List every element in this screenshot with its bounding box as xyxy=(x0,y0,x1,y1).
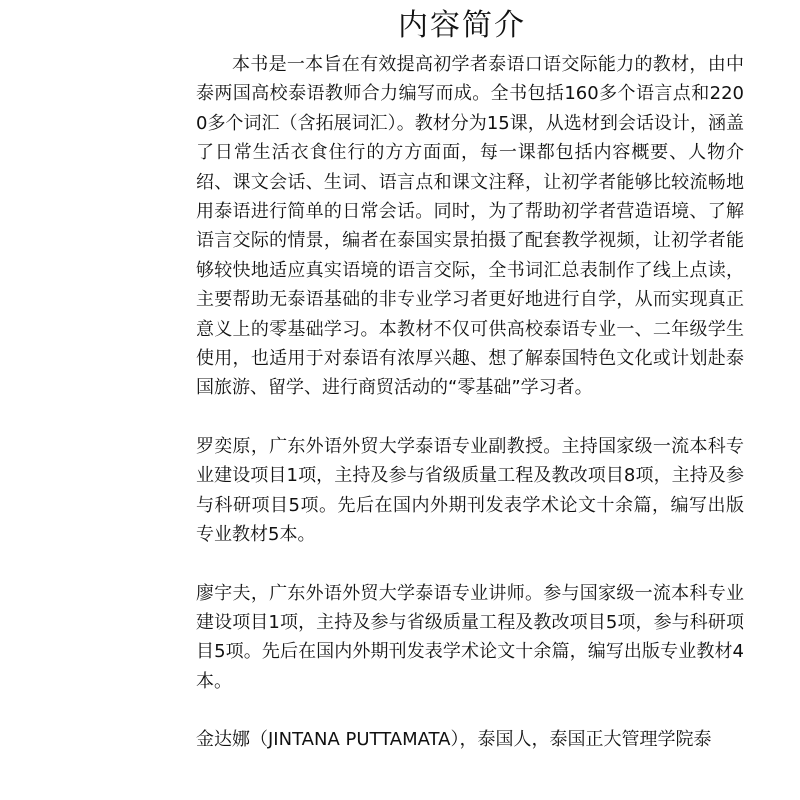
document-body xyxy=(196,50,744,755)
author-bio-liao-yufu: 廖宇夫，广东外语外贸大学泰语专业讲师。参与国家级一流本科专业建设项目1项，主持及参与省级质量工程及教改项目5项，参与科研项目5项。先后在国内外期刊发表学术论文十余篇，编写出版专业教材4本。 xyxy=(196,582,744,692)
paragraph-gap xyxy=(196,550,744,579)
page-title: 内容简介 xyxy=(398,8,526,43)
paragraph-gap xyxy=(196,403,744,432)
book-summary-paragraph: 本书是一本旨在有效提高初学者泰语口语交际能力的教材，由中泰两国高校泰语教师合力编写而成。全书包括160多个语言点和2200多个词汇（含拓展词汇）。教材分为15课，从选材到会话设计，涵盖了日常生活衣食住行的方方面面，每一课都包括内容概要、人物介绍、课文会话、生词、语言点和课文注释，让初学者能够比较流畅地用泰语进行简单的日常会话。同时，为了帮助初学者营造语境、了解语言交际的情景，编者在泰国实景拍摄了配套教学视频，让初学者能够较快地适应真实语境的语言交际，全书词汇总表制作了线上点读，主要帮助无泰语基础的非专业学习者更好地进行自学，从而实现真正意义上的零基础学习。本教材不仅可供高校泰语专业一、二年级学生使用，也适用于对泰语有浓厚兴趣、想了解泰国特色文化或计划赴泰国旅游、留学、进行商贸活动的“零基础”学习者。 xyxy=(196,54,744,399)
author-bio-jintana: 金达娜（JINTANA PUTTAMATA），泰国人，泰国正大管理学院泰 xyxy=(196,729,712,751)
paragraph-gap xyxy=(196,696,744,725)
author-bio-luo-yiyuan: 罗奕原，广东外语外贸大学泰语专业副教授。主持国家级一流本科专业建设项目1项，主持及参与省级质量工程及教改项目8项，主持及参与科研项目5项。先后在国内外期刊发表学术论文十余篇，编写出版专业教材5本。 xyxy=(196,435,744,546)
